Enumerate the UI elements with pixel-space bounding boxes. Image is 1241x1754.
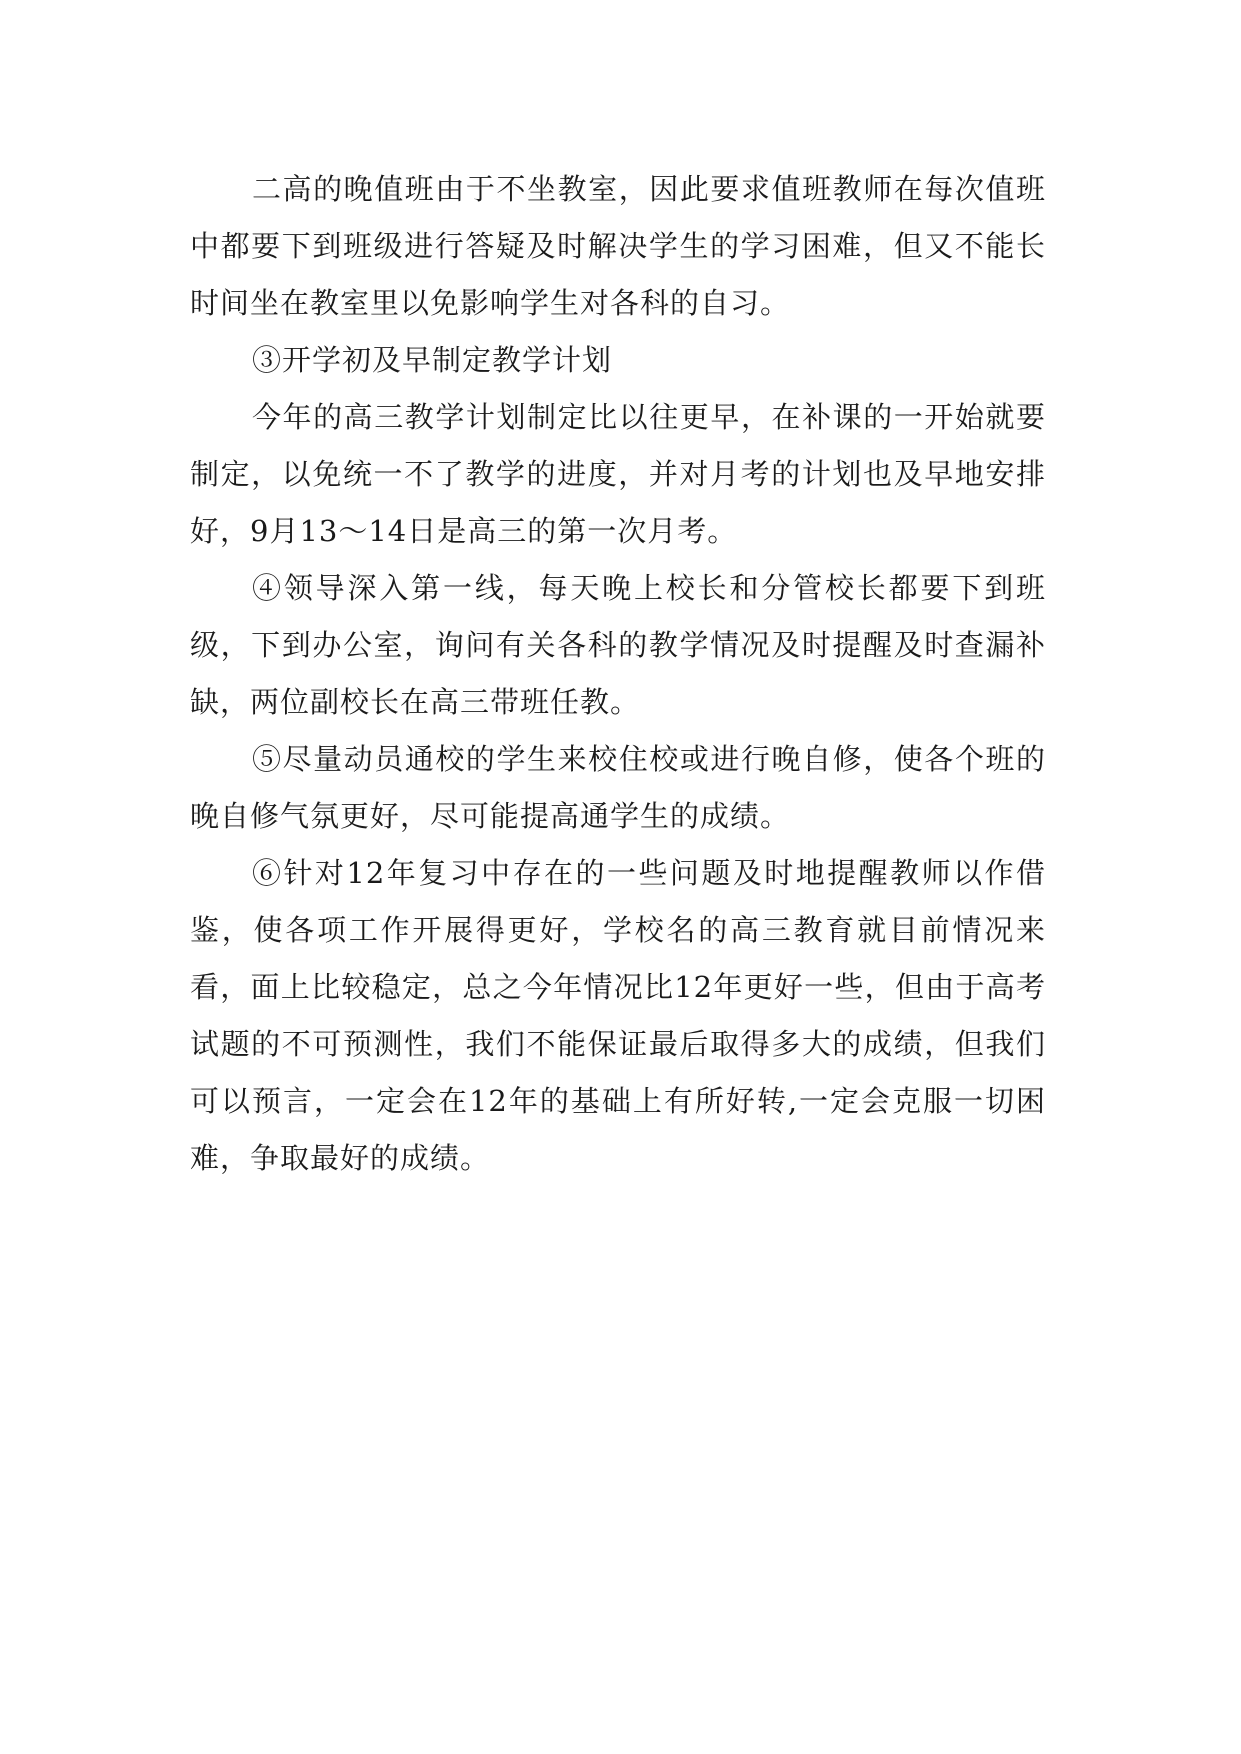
- paragraph-leadership: ④领导深入第一线，每天晚上校长和分管校长都要下到班级，下到办公室，询问有关各科的教学情况及时提醒及时查漏补缺，两位副校长在高三带班任教。: [190, 571, 1046, 719]
- paragraph-boarding: ⑤尽量动员通校的学生来校住校或进行晚自修，使各个班的晚自修气氛更好，尽可能提高通学生的成绩。: [190, 742, 1046, 833]
- paragraph-review-summary: ⑥针对12年复习中存在的一些问题及时地提醒教师以作借鉴，使各项工作开展得更好，学校名的高三教育就目前情况来看，面上比较稳定，总之今年情况比12年更好一些，但由于高考试题的不可预测性，我们不能保证最后取得多大的成绩，但我们可以预言，一定会在12年的基础上有所好转,一定会克服一切困难，争取最好的成绩。: [190, 856, 1046, 1175]
- heading-teaching-plan: ③开学初及早制定教学计划: [252, 343, 613, 377]
- paragraph-night-duty: 二高的晚值班由于不坐教室，因此要求值班教师在每次值班中都要下到班级进行答疑及时解决学生的学习困难，但又不能长时间坐在教室里以免影响学生对各科的自习。: [190, 172, 1046, 320]
- paragraph-teaching-plan: 今年的高三教学计划制定比以往更早，在补课的一开始就要制定，以免统一不了教学的进度，并对月考的计划也及早地安排好，9月13～14日是高三的第一次月考。: [190, 400, 1046, 548]
- document-body: [190, 161, 1046, 1187]
